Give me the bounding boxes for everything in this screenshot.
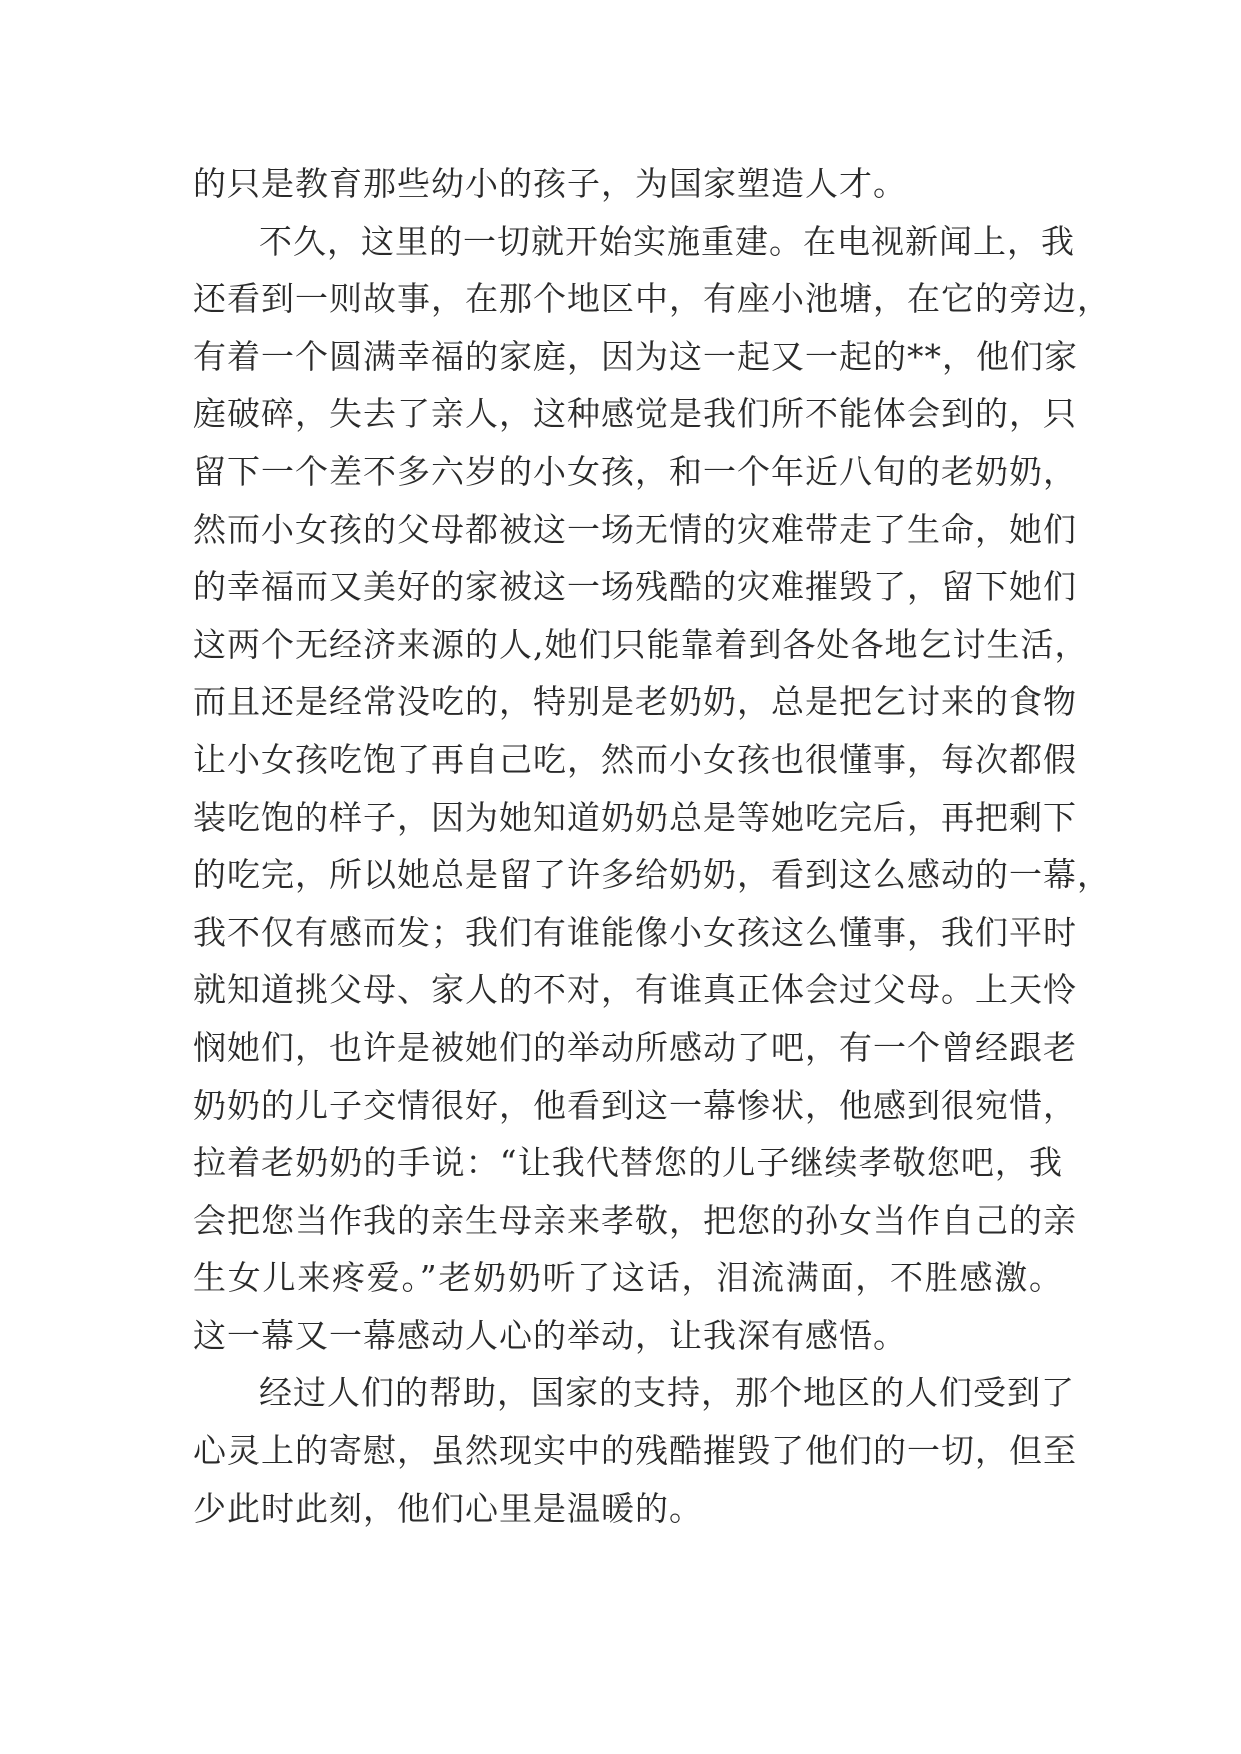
text-line: 留下一个差不多六岁的小女孩，和一个年近八旬的老奶奶， <box>193 451 1077 491</box>
text-line: 然而小女孩的父母都被这一场无情的灾难带走了生命，她们 <box>193 509 1077 549</box>
text-line: 的吃完，所以她总是留了许多给奶奶，看到这么感动的一幕， <box>193 855 1111 895</box>
body-text <box>193 155 1111 1537</box>
text-line: 的只是教育那些幼小的孩子，为国家塑造人才。 <box>193 164 907 203</box>
text-line: 悯她们，也许是被她们的举动所感动了吧，有一个曾经跟老 <box>193 1027 1077 1067</box>
text-line: 我不仅有感而发；我们有谁能像小女孩这么懂事，我们平时 <box>193 912 1077 952</box>
text-line: 装吃饱的样子，因为她知道奶奶总是等她吃完后，再把剩下 <box>193 797 1077 837</box>
text-line: 而且还是经常没吃的，特别是老奶奶，总是把乞讨来的食物 <box>193 682 1077 722</box>
text-line: 心灵上的寄慰，虽然现实中的残酷摧毁了他们的一切，但至 <box>193 1431 1077 1471</box>
text-line: 经过人们的帮助，国家的支持，那个地区的人们受到了 <box>259 1373 1075 1413</box>
text-line: 让小女孩吃饱了再自己吃，然而小女孩也很懂事，每次都假 <box>193 739 1077 779</box>
text-line: 就知道挑父母、家人的不对，有谁真正体会过父母。上天怜 <box>193 970 1077 1010</box>
text-line: 不久，这里的一切就开始实施重建。在电视新闻上，我 <box>259 221 1075 261</box>
text-line: 这一幕又一幕感动人心的举动，让我深有感悟。 <box>193 1315 907 1355</box>
text-line: 庭破碎，失去了亲人，这种感觉是我们所不能体会到的，只 <box>193 394 1077 434</box>
text-line: 拉着老奶奶的手说：“让我代替您的儿子继续孝敬您吧，我 <box>193 1143 1063 1183</box>
text-line: 奶奶的儿子交情很好，他看到这一幕惨状，他感到很宛惜， <box>193 1085 1077 1125</box>
text-line: 这两个无经济来源的人,她们只能靠着到各处各地乞讨生活， <box>193 624 1089 664</box>
text-line: 少此时此刻，他们心里是温暖的。 <box>193 1488 703 1528</box>
text-line: 的幸福而又美好的家被这一场残酷的灾难摧毁了，留下她们 <box>193 567 1077 607</box>
text-line: 还看到一则故事，在那个地区中，有座小池塘，在它的旁边， <box>193 279 1111 319</box>
text-line: 生女儿来疼爱。”老奶奶听了这话，泪流满面，不胜感激。 <box>193 1258 1063 1298</box>
text-line: 有着一个圆满幸福的家庭，因为这一起又一起的**，他们家 <box>193 336 1078 376</box>
text-line: 会把您当作我的亲生母亲来孝敬，把您的孙女当作自己的亲 <box>193 1200 1077 1240</box>
